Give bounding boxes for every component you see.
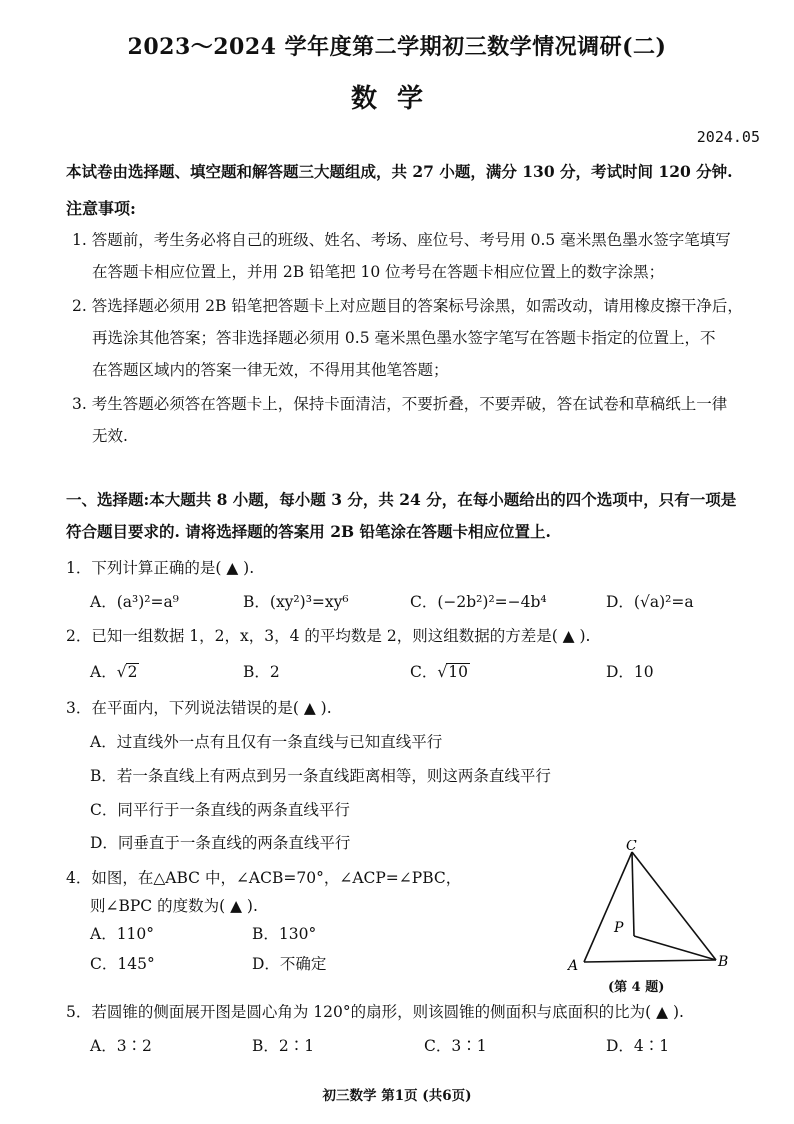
q5-option-b: B．2∶1	[252, 1037, 315, 1055]
subject-title: 数学	[350, 84, 443, 114]
exam-date: 2024.05	[696, 128, 760, 146]
q4-option-a: A．110°	[90, 925, 155, 943]
label-p: P	[614, 920, 624, 936]
q2-option-a	[90, 660, 139, 682]
triangle-figure	[560, 840, 740, 980]
q3-option-a: A．过直线外一点有且仅有一条直线与已知直线平行	[90, 733, 443, 751]
q2-option-a-radical: √2	[116, 663, 138, 681]
q1-option-a: A．(a³)²=a⁹	[90, 593, 179, 611]
q4-stem-line-2: 则∠BPC 的度数为( ▲ ).	[90, 897, 258, 915]
q1-option-c: C．(−2b²)²=−4b⁴	[410, 593, 547, 611]
q3-stem: 3．在平面内，下列说法错误的是( ▲ ).	[66, 699, 332, 717]
q4-option-b: B．130°	[252, 925, 317, 943]
q2-option-b: B．2	[243, 663, 280, 681]
figure-caption: (第 4 题)	[608, 980, 665, 995]
q2-option-c-radicand: 10	[448, 663, 468, 681]
triangle-side-ca	[584, 852, 632, 962]
q2-option-c	[410, 660, 470, 682]
q2-option-c-radical: √10	[437, 663, 468, 681]
q5-option-d: D．4∶1	[606, 1037, 670, 1055]
label-c: C	[626, 840, 637, 854]
q3-option-b: B．若一条直线上有两点到另一条直线距离相等，则这两条直线平行	[90, 767, 551, 785]
q5-option-c: C．3∶1	[424, 1037, 487, 1055]
triangle-side-cb	[632, 852, 716, 960]
notice-heading: 注意事项:	[66, 199, 136, 218]
q2-option-a-radicand: 2	[127, 663, 138, 681]
q4-stem-line-1: 4．如图，在△ABC 中，∠ACB=70°，∠ACP=∠PBC，	[66, 869, 462, 887]
notice-item-3-line-2: 无效.	[92, 427, 128, 445]
q1-option-d: D．(√a)²=a	[606, 593, 694, 611]
notice-item-2-line-2: 再选涂其他答案；答非选择题必须用 0.5 毫米黑色墨水签字笔写在答题卡指定的位置上，不	[92, 329, 716, 347]
label-a: A	[568, 958, 579, 974]
page-footer: 初三数学 第1页 (共6页)	[322, 1088, 472, 1104]
notice-item-2-line-3: 在答题区域内的答案一律无效，不得用其他笔答题；	[92, 361, 449, 379]
q1-option-b: B．(xy²)³=xy⁶	[243, 593, 349, 611]
q3-option-c: C．同平行于一条直线的两条直线平行	[90, 801, 350, 819]
q2-stem: 2．已知一组数据 1，2，x，3，4 的平均数是 2，则这组数据的方差是( ▲ ).	[66, 627, 591, 645]
q4-option-c: C．145°	[90, 955, 155, 973]
segment-pb	[634, 936, 716, 960]
triangle-side-ab	[584, 960, 716, 962]
exam-title: 2023～2024 学年度第二学期初三数学情况调研(二)	[127, 34, 667, 60]
notice-item-1-line-1: 1. 答题前，考生务必将自己的班级、姓名、考场、座位号、考号用 0.5 毫米黑色墨水签字笔填写	[72, 231, 731, 249]
notice-item-2-line-1: 2. 答选择题必须用 2B 铅笔把答题卡上对应题目的答案标号涂黑，如需改动，请用橡皮擦干净后，	[72, 297, 743, 315]
q1-stem: 1．下列计算正确的是( ▲ ).	[66, 559, 255, 577]
section1-line-2: 符合题目要求的. 请将选择题的答案用 2B 铅笔涂在答题卡相应位置上.	[66, 522, 551, 541]
label-b: B	[718, 954, 729, 970]
q5-stem: 5．若圆锥的侧面展开图是圆心角为 120°的扇形，则该圆锥的侧面积与底面积的比为( ▲ ).	[66, 1003, 684, 1021]
q5-option-a: A．3∶2	[90, 1037, 152, 1055]
notice-item-3-line-1: 3. 考生答题必须答在答题卡上，保持卡面清洁，不要折叠，不要弄破，答在试卷和草稿纸上一律	[72, 395, 728, 413]
notice-item-1-line-2: 在答题卡相应位置上，并用 2B 铅笔把 10 位考号在答题卡相应位置上的数字涂黑；	[92, 263, 665, 281]
section1-line-1: 一、选择题:本大题共 8 小题，每小题 3 分，共 24 分，在每小题给出的四个选项中，只有一项是	[66, 490, 737, 509]
exam-intro: 本试卷由选择题、填空题和解答题三大题组成，共 27 小题，满分 130 分，考试时间 120 分钟.	[66, 162, 733, 181]
q2-option-c-letter: C．	[410, 663, 438, 681]
q4-option-d: D．不确定	[252, 955, 327, 973]
q3-option-d: D．同垂直于一条直线的两条直线平行	[90, 834, 351, 852]
segment-cp	[632, 852, 634, 936]
q2-option-d: D．10	[606, 663, 654, 681]
q2-option-a-letter: A．	[90, 663, 117, 681]
